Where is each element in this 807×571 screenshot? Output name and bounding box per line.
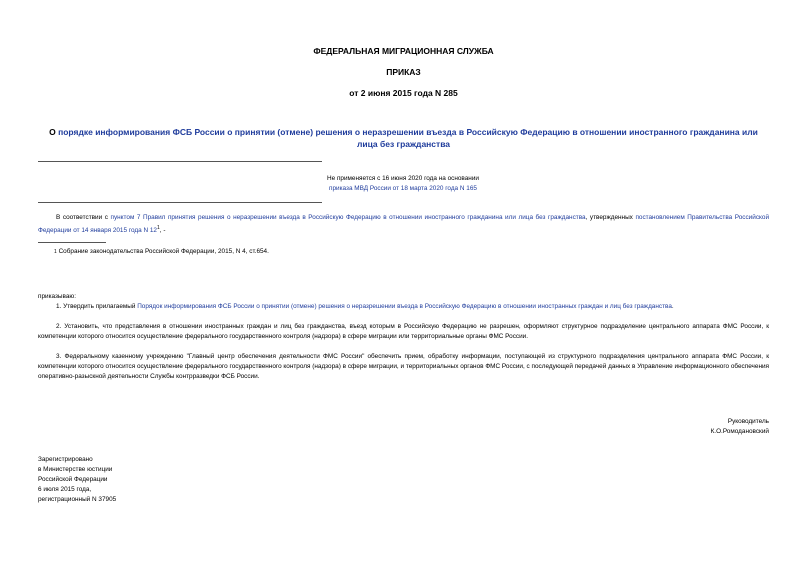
registration-line: Зарегистрировано bbox=[38, 456, 93, 463]
signature-name: К.О.Ромодановский bbox=[710, 428, 769, 435]
registration-line: в Министерстве юстиции bbox=[38, 466, 113, 473]
footnote bbox=[54, 247, 554, 257]
document-date-number: от 2 июня 2015 года N 285 bbox=[349, 88, 458, 98]
order-item-2 bbox=[38, 322, 769, 342]
status-line: Не применяется с 16 июня 2020 года на основании bbox=[327, 175, 479, 182]
footnote-divider bbox=[38, 242, 106, 243]
order-item-text: 3. Федеральному казенному учреждению "Главный центр обеспечения деятельности ФМС России" обеспечить прием, обработку информации, поступающей из структурного подразделения центрального аппарата ФМС России, к компетенции которого относится осуществление федерального государственного контроля (надзора) в сфере миграции, и территориальных органов ФМС России, с последующей передачей данных в Управление информационного обеспечения оперативно-разыскной деятельности Службы контрразведки ФСБ России. bbox=[38, 353, 769, 380]
status-notice bbox=[230, 174, 576, 194]
order-item-1 bbox=[38, 302, 769, 312]
preamble-paragraph bbox=[38, 213, 769, 236]
document-title bbox=[40, 126, 767, 150]
document-type: ПРИКАЗ bbox=[386, 67, 421, 77]
preamble-text: , - bbox=[159, 227, 166, 235]
order-item-text: 2. Установить, что представления в отношении иностранных граждан и лиц без гражданства, въезд которым в Российскую Федерацию не разрешен, оформляют структурное подразделение центрального аппарата ФМС России, к компетенции которого относится осуществление федерального государственного контроля (надзора) в сфере миграции или территориальные органы ФМС России. bbox=[38, 323, 769, 340]
title-link[interactable]: порядке информирования ФСБ России о принятии (отмене) решения о неразрешении въезда в Российскую Федерацию в отношении иностранного гражданина или лица без гражданства bbox=[58, 127, 758, 149]
order-item-text: 1. Утвердить прилагаемый bbox=[56, 303, 138, 310]
signature-position: Руководитель bbox=[727, 418, 769, 425]
preamble-link-resolution[interactable]: постановлением Правительства Российской Федерации от 14 января 2015 года N 12 bbox=[38, 214, 770, 235]
preamble-text: , утвержденных bbox=[585, 214, 636, 221]
order-intro: приказываю: bbox=[38, 293, 76, 300]
preamble-link-rules[interactable]: пунктом 7 Правил принятия решения о неразрешении въезда в Российскую Федерацию в отношении иностранного гражданина или лица без гражданства bbox=[110, 214, 586, 221]
footnote-mark: 1 bbox=[54, 249, 57, 255]
divider-top bbox=[38, 161, 322, 162]
footnote-text: Собрание законодательства Российской Федерации, 2015, N 4, ст.654. bbox=[58, 248, 269, 255]
order-item-3 bbox=[38, 352, 769, 382]
title-prefix: О bbox=[49, 127, 59, 137]
preamble-text: В соответствии с bbox=[56, 214, 111, 221]
order-item-text: . bbox=[671, 303, 674, 310]
signature-block bbox=[540, 417, 769, 437]
registration-line: Российской Федерации bbox=[38, 476, 108, 483]
registration-block bbox=[38, 455, 338, 505]
registration-line: 6 июля 2015 года, bbox=[38, 486, 92, 493]
order-link-procedure[interactable]: Порядок информирования ФСБ России о принятии (отмене) решения о неразрешении въезда в Российскую Федерацию в отношении иностранных граждан и лиц без гражданства bbox=[137, 303, 672, 310]
agency-name: ФЕДЕРАЛЬНАЯ МИГРАЦИОННАЯ СЛУЖБА bbox=[313, 46, 494, 56]
divider-bottom bbox=[38, 202, 322, 203]
registration-line: регистрационный N 37905 bbox=[38, 496, 117, 503]
status-link[interactable]: приказа МВД России от 18 марта 2020 года N 165 bbox=[329, 185, 477, 192]
footnote-reference: 1 bbox=[156, 225, 160, 231]
